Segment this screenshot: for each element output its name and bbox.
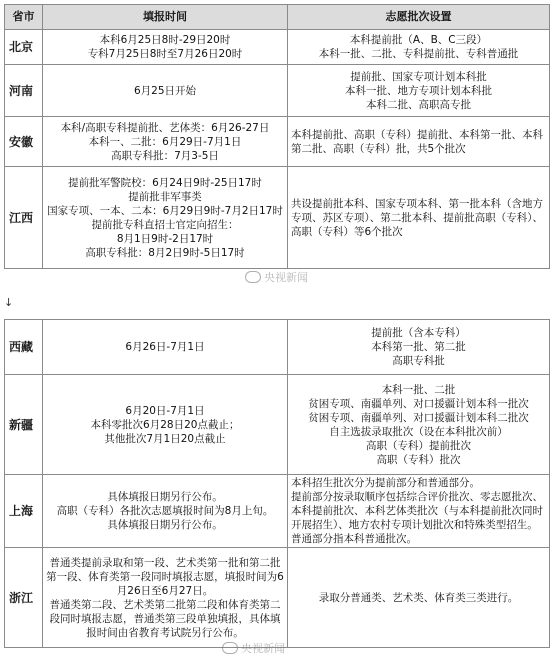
watermark bbox=[245, 269, 308, 285]
time-cell: 6月20日-7月1日 本科零批次6月28日20点截止； 其他批次7月1日20点截止 bbox=[43, 375, 288, 475]
province-cell: 浙江 bbox=[5, 548, 43, 648]
header-batch: 志愿批次设置 bbox=[288, 5, 550, 30]
province-cell: 江西 bbox=[5, 167, 43, 269]
time-cell: 6月26日-7月1日 bbox=[43, 320, 288, 375]
time-cell: 本科/高职专科提前批、艺体类：6月26-27日 本科一、二批：6月29日-7月1日 高职专科批：7月3-5日 bbox=[43, 117, 288, 167]
province-cell: 北京 bbox=[5, 30, 43, 65]
time-cell: 本科6月25日8时-29日20时 专科7月25日8时至7月26日20时 bbox=[43, 30, 288, 65]
batch-cell: 本科一批、二批 贫困专项、南疆单列、对口援疆计划本科一批次 贫困专项、南疆单列、对口援疆计划本科二批次 自主选拔录取批次（设在本科批次前） 高职（专科）提前批次 高职（专科）批次 bbox=[288, 375, 550, 475]
watermark-text: 央视新闻 bbox=[264, 271, 308, 284]
province-cell: 河南 bbox=[5, 65, 43, 117]
table-row bbox=[5, 30, 550, 65]
batch-table-part2 bbox=[4, 319, 550, 648]
header-time: 填报时间 bbox=[43, 5, 288, 30]
province-cell: 上海 bbox=[5, 475, 43, 548]
table-row bbox=[5, 375, 550, 475]
batch-cell: 提前批、国家专项计划本科批 本科一批、地方专项计划本科批 本科二批、高职高专批 bbox=[288, 65, 550, 117]
batch-cell: 本科提前批、高职（专科）提前批、本科第一批、本科第二批、高职（专科）批，共5个批次 bbox=[288, 117, 550, 167]
table-row bbox=[5, 65, 550, 117]
separator-arrow: ↓ bbox=[4, 296, 14, 309]
province-cell: 西藏 bbox=[5, 320, 43, 375]
table-row bbox=[5, 548, 550, 648]
province-cell: 安徽 bbox=[5, 117, 43, 167]
batch-cell: 共设提前批本科、国家专项本科、第一批本科（含地方专项、苏区专项）、第二批本科、提前批高职（专科）、高职（专科）等6个批次 bbox=[288, 167, 550, 269]
weibo-logo-icon bbox=[245, 271, 261, 283]
batch-cell: 本科招生批次分为提前部分和普通部分。 提前部分按录取顺序包括综合评价批次、零志愿批次、本科提前批次、本科艺体类批次（与本科提前批次同时开展招生）、地方农村专项计划批次和特殊类型招生。普通部分指本科普通批次。 bbox=[288, 475, 550, 548]
table-row bbox=[5, 167, 550, 269]
time-cell: 普通类提前录取和第一段、艺术类第一批和第二批第一段、体育类第一段同时填报志愿，填报时间为6月26日至6月27日。 普通类第二段、艺术类第二批第二段和体育类第二段同时填报志愿，普通类第三段单独填报，具体填报时间由省教育考试院另行公布。 bbox=[43, 548, 288, 648]
time-cell: 6月25日开始 bbox=[43, 65, 288, 117]
weibo-logo-icon bbox=[222, 642, 238, 654]
batch-cell: 提前批（含本专科） 本科第一批、第二批 高职专科批 bbox=[288, 320, 550, 375]
time-cell: 具体填报日期另行公布。 高职（专科）各批次志愿填报时间为8月上旬。 具体填报日期另行公布。 bbox=[43, 475, 288, 548]
table-header-row bbox=[5, 5, 550, 30]
batch-cell: 本科提前批（A、B、C三段） 本科一批、二批、专科提前批、专科普通批 bbox=[288, 30, 550, 65]
batch-cell: 录取分普通类、艺术类、体育类三类进行。 bbox=[288, 548, 550, 648]
province-cell: 新疆 bbox=[5, 375, 43, 475]
watermark-text: 央视新闻 bbox=[241, 642, 285, 655]
table-row bbox=[5, 117, 550, 167]
table-row bbox=[5, 475, 550, 548]
table-row bbox=[5, 320, 550, 375]
watermark bbox=[222, 640, 285, 656]
header-province: 省市 bbox=[5, 5, 43, 30]
time-cell: 提前批军警院校：6月24日9时-25日17时 提前批非军事类 国家专项、一本、二本：6月29日9时-7月2日17时 提前批专科直招士官定向招生： 8月1日9时-2日17时 高职专科批：8月2日9时-5日17时 bbox=[43, 167, 288, 269]
batch-table-part1 bbox=[4, 4, 550, 269]
